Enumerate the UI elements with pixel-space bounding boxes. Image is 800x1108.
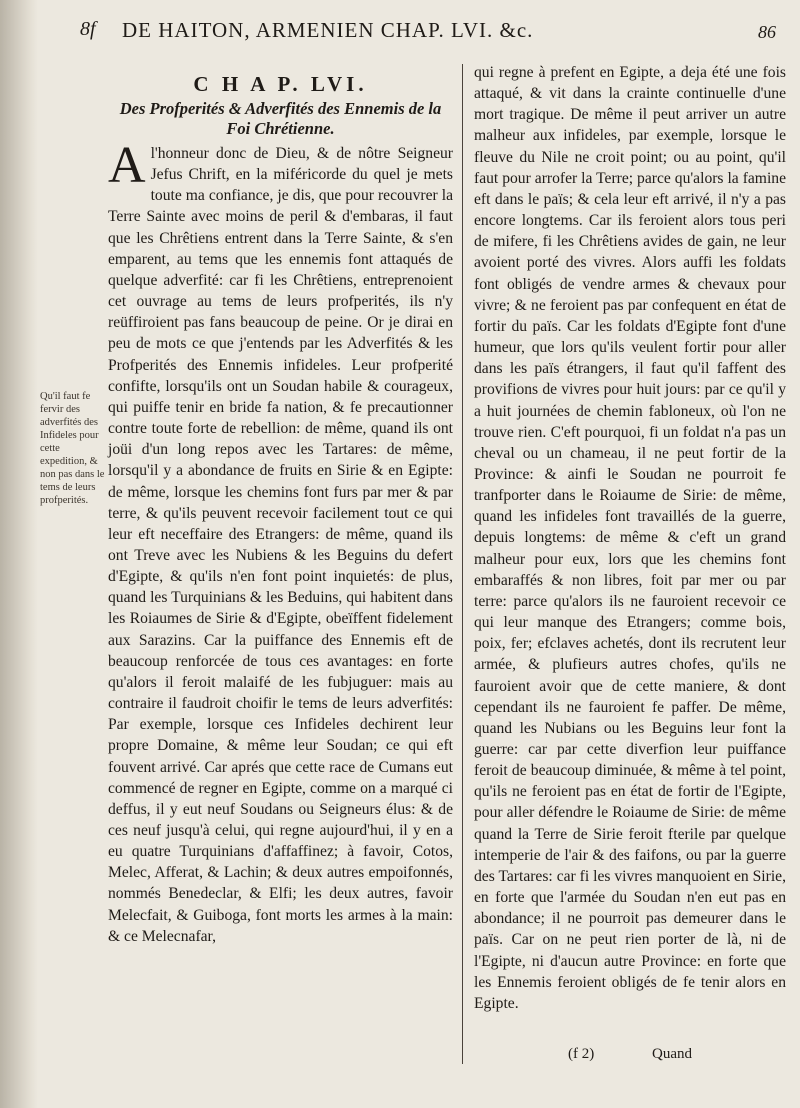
- chapter-title: C H A P. LVI.: [193, 72, 368, 96]
- column-divider: [462, 64, 463, 1064]
- page-header: [60, 14, 776, 48]
- right-column-text: qui regne à prefent en Egipte, a deja été une fois attaqué, & vit dans la crainte continuelle d'une mort tragique. De même il peut arriver un autre malheur aux infideles, par exemple, lorsque le fleuve du Nile ne croit point; ou au point, qu'il faut pour arrofer la Terre; parce qu'alors la famine eft dans le païs; & cela leur eft arrivé, il n'y a pas encore longtems. Car ils feroient alors tous peri de mifere, fi les Chrêtiens avides de gain, ne leur avoient porté des vivres. Alors auffi les foldats font obligés de vendre armes & chevaux pour vivre; & ne feroient pas par confequent en état de fortir du païs. Car les foldats d'Egipte font d'une humeur, que lors qu'ils veulent fortir pour aller dans les païs étrangers, il faut qu'il faffent des provifions de vivres pour huit jours: par ce qu'il y a huit journées de chemin fabloneux, où l'on ne trouve rien. C'eft pourquoi, fi un foldat n'a pas un cheval ou un chameau, il ne peut fortir de la Province: & ainfi le Soudan ne pourroit fe tranfporter dans le Roiaume de Sirie: de même, quand les infideles font travaillés de la guerre, depuis longtems: de même & c'eft un grand malheur pour eux, lors que les chemins font embaraffés & non libres, foit par mer ou par terre: parce qu'alors ils ne fauroient recevoir ce qui leur manque des Etrangers; comme bois, poix, fer; efclaves achetés, dont ils recrutent leur armée, & plufieurs autres chofes, qu'ils ne fauroient avoir que de cette maniere, & dont cependant ils ne fauroient fe paffer. De même, quand les Nubians ou les Beguins leur font la guerre: car par cette diverfion leur puiffance feroit de beaucoup diminuée, & même à tel point, qu'ils ne feroient pas en état de fortir de l'Egipte, pour aller défendre le Roiaume de Sirie: de même quand la Terre de Sirie feroit fterile par quelque intemperie de l'air & des faifons, ou par la guerre des Tartares: car fi les vivres manquoient en Sirie, en forte que l'armée du Soudan n'en eut pas en abondance; il ne pourroit pas demeurer dans le païs. Car on ne peut rien porter de là, ni de l'Egipte, ni d'aucun autre Province: en forte que les Ennemis feroient obligés de fe tenir alors en Egipte.: [474, 64, 786, 1012]
- gutter-shadow: [0, 0, 38, 1108]
- right-column: [474, 62, 786, 1014]
- drop-cap: A: [108, 137, 146, 194]
- catchword: Quand: [652, 1046, 692, 1062]
- running-head: DE HAITON, ARMENIEN CHAP. LVI. &c.: [122, 18, 534, 42]
- chapter-subtitle: Des Profperités & Adverfités des Ennemis de la Foi Chrétienne.: [119, 99, 442, 138]
- left-column-text: [108, 137, 453, 947]
- left-column: [108, 72, 453, 947]
- left-column-body: l'honneur donc de Dieu, & de nôtre Seigneur Jefus Chrift, en la miféricorde du quel je mets toute ma confiance, je dis, que pour recouvrer la Terre Sainte avec moins de peril & d'embaras, il faut que les Chrêtiens entrent dans la Terre Sainte, & s'en emparent, au tems que les ennemis font attaqués de quelque adverfité: car fi les Chrêtiens, entreprenoient cet ouvrage au tems de leurs profperités, ils n'y reüffiroient pas fans beaucoup de peine. Or je dirai en peu de mots ce que j'entends par les Adverfités & les Profperités des Ennemis infideles. Leur profperité confifte, lorsqu'ils ont un Soudan habile & courageux, qui puiffe tenir en bride fa nation, & fe precautionner contre toute forte de rebellion: de même, quand ils ont joüi d'un long repos avec les Tartares: de même, lorsqu'il y a abondance de fruits en Sirie & en Egipte: de même, lorsque les chemins font furs par mer & par terre, & qu'ils peuvent recevoir facilement tout ce qui leur eft neceffaire des Etrangers: de même, quand ils ont Treve avec les Nubiens & les Beguins du defert d'Egipte, & qu'ils n'en font point inquietés: de plus, quand les Turquinians & les Beduins, qui habitent dans les Roiaumes de Sirie & d'Egipte, obeïffent fidelement aux Sarazins. Car la puiffance des Ennemis eft de beaucoup renforcée de tous ces avantages: en forte qu'alors il feroit malaifé de les fubjuguer: mais au contraire il faudroit choifir le tems de leurs adverfités: Par exemple, lorsque ces Infideles dechirent leur propre Domaine, & même leur Soudan; ce qui eft fouvent arrivé. Car aprés que cette race de Cumans eut commencé de regner en Egipte, comme on a marqué ci deffus, il y eut neuf Soudans ou Seigneurs élus: & de ces neuf jusqu'à celui, qui regne aujourd'hui, il y en a eu quatre Turquinians d'affaffinez; à favoir, Cotos, Melec, Afferat, & Lachin; & deux autres empoifonnés, nommés Benedeclar, & Elfi; les deux autres, favoir Melecfait, & Guiboga, font morts les armes à la main: & ce Melecnafar,: [108, 145, 453, 945]
- folio-right: 86: [758, 22, 776, 42]
- signature-mark: (f 2): [568, 1046, 595, 1062]
- margin-note: Qu'il faut fe fervir des adverfités des Infideles pour cette expedition, & non pas dans le tems de leurs profperités.: [40, 391, 105, 506]
- folio-left: 8f: [80, 18, 96, 40]
